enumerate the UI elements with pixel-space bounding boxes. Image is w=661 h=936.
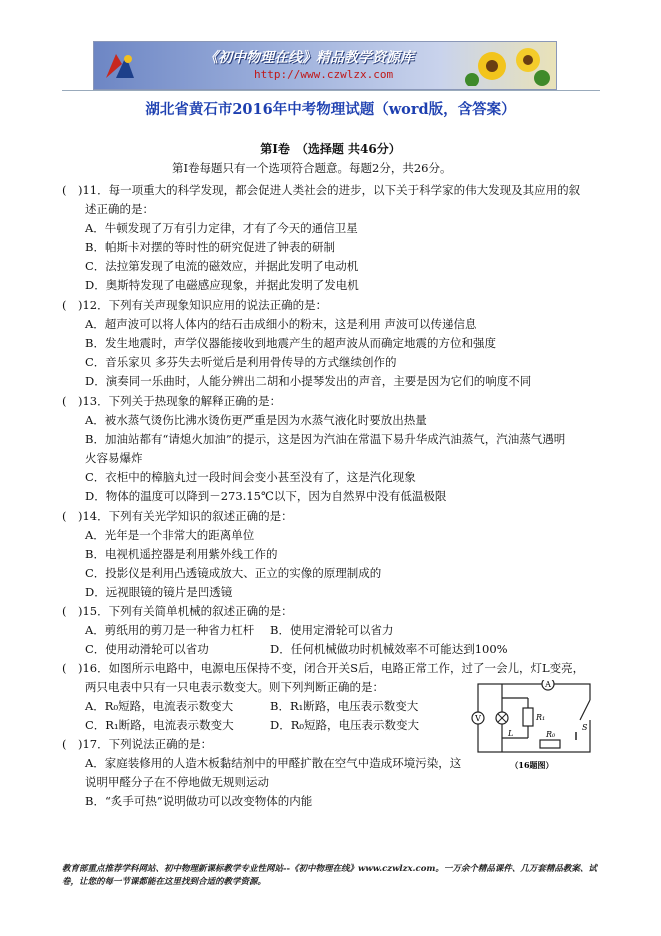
question-13-option-c: C．衣柜中的樟脑丸过一段时间会变小甚至没有了，这是汽化现象 — [85, 470, 416, 484]
logo-icon — [102, 50, 138, 82]
question-12-option-a: A．超声波可以将人体内的结石击成细小的粉末，这是利用 声波可以传递信息 — [85, 317, 477, 331]
question-16-option-a: A．R₀短路，电流表示数变大 — [85, 699, 234, 713]
question-13-option-d: D．物体的温度可以降到－273.15℃以下，因为自然界中没有低温极限 — [85, 489, 447, 503]
question-11-stem: ( )11．每一项重大的科学发现，都会促进人类社会的进步，以下关于科学家的伟大发现及其应用的叙 — [62, 183, 581, 197]
banner-title: 《初中物理在线》精品教学资源库 — [204, 50, 414, 66]
page-footer: 教育部重点推荐学科网站、初中物理新课标教学专业性网站--《初中物理在线》www.czwlzx.com。一万余个精品课件、几万套精品教案、试卷，让您的每一节课都能在这里找到合适的教学资源。 — [62, 864, 597, 887]
question-11-option-b: B．帕斯卡对摆的等时性的研究促进了钟表的研制 — [85, 240, 335, 254]
question-16-option-d: D．R₀短路，电压表示数变大 — [270, 718, 419, 732]
header-divider — [62, 90, 600, 91]
circuit-label-r1: R₁ — [536, 713, 546, 722]
question-14-option-a: A．光年是一个非常大的距离单位 — [85, 528, 255, 542]
circuit-label-ammeter: A — [545, 680, 551, 689]
question-11-option-c: C．法拉第发现了电流的磁效应，并据此发明了电动机 — [85, 259, 359, 273]
question-13-option-b-cont: 火容易爆炸 — [85, 451, 143, 465]
question-11-stem-cont: 述正确的是： — [85, 202, 154, 216]
question-16-option-b: B．R₁断路，电压表示数变大 — [270, 699, 419, 713]
question-17-option-a: A．家庭装修用的人造木板黏结剂中的甲醛扩散在空气中造成环境污染，这 — [85, 756, 462, 770]
question-17-stem: ( )17．下列说法正确的是： — [62, 737, 213, 751]
question-13-stem: ( )13．下列关于热现象的解释正确的是： — [62, 394, 282, 408]
question-15-option-b: B．使用定滑轮可以省力 — [270, 623, 394, 637]
question-11-option-d: D．奥斯特发现了电磁感应现象，并据此发明了发电机 — [85, 278, 359, 292]
question-14-option-d: D．远视眼镜的镜片是凹透镜 — [85, 585, 233, 599]
circuit-label-r0: R₀ — [546, 730, 556, 739]
question-12-option-d: D．演奏同一乐曲时，人能分辨出二胡和小提琴发出的声音，主要是因为它们的响度不同 — [85, 374, 532, 388]
question-15-option-c: C．使用动滑轮可以省功 — [85, 642, 209, 656]
question-14-option-c: C．投影仪是利用凸透镜成放大、正立的实像的原理制成的 — [85, 566, 382, 580]
question-12-option-b: B．发生地震时，声学仪器能接收到地震产生的超声波从而确定地震的方位和强度 — [85, 336, 496, 350]
question-15-option-d: D．任何机械做功时机械效率不可能达到100% — [270, 642, 508, 656]
question-12-stem: ( )12．下列有关声现象知识应用的说法正确的是： — [62, 298, 328, 312]
question-11-option-a: A．牛顿发现了万有引力定律，才有了今天的通信卫星 — [85, 221, 358, 235]
circuit-diagram — [470, 680, 600, 772]
question-14-stem: ( )14．下列有关光学知识的叙述正确的是： — [62, 509, 293, 523]
question-15-stem: ( )15．下列有关简单机械的叙述正确的是： — [62, 604, 293, 618]
header-banner — [93, 41, 557, 90]
question-15-option-a: A．剪纸用的剪刀是一种省力杠杆 — [85, 623, 255, 637]
circuit-label-switch: S — [582, 723, 588, 732]
sunflower-icon — [462, 44, 552, 86]
question-17-option-a-cont: 说明甲醛分子在不停地做无规则运动 — [85, 775, 269, 789]
circuit-caption: （16题图） — [510, 760, 554, 770]
question-16-stem: ( )16．如图所示电路中，电源电压保持不变，闭合开关S后，电路正常工作，过了一会儿，灯L变亮， — [62, 661, 585, 675]
question-16-stem-cont: 两只电表中只有一只电表示数变大。则下列判断正确的是： — [85, 680, 384, 694]
section-heading: 第Ⅰ卷 （选择题 共46分） — [260, 142, 401, 156]
question-14-option-b: B．电视机遥控器是利用紫外线工作的 — [85, 547, 278, 561]
circuit-label-lamp: L — [508, 729, 514, 738]
page-title: 湖北省黄石市2016年中考物理试题（word版，含答案） — [145, 101, 516, 118]
question-13-option-a: A．被水蒸气烫伤比沸水烫伤更严重是因为水蒸气液化时要放出热量 — [85, 413, 427, 427]
question-16-option-c: C．R₁断路，电流表示数变大 — [85, 718, 234, 732]
section-instruction: 第Ⅰ卷每题只有一个选项符合题意。每题2分，共26分。 — [172, 161, 452, 175]
question-17-option-b: B．“炙手可热”说明做功可以改变物体的内能 — [85, 794, 313, 808]
circuit-label-voltmeter: V — [475, 714, 481, 723]
question-12-option-c: C．音乐家贝 多芬失去听觉后是利用骨传导的方式继续创作的 — [85, 355, 397, 369]
question-13-option-b: B．加油站都有“请熄火加油”的提示，这是因为汽油在常温下易升华成汽油蒸气，汽油蒸气遇明 — [85, 432, 566, 446]
banner-url[interactable]: http://www.czwlzx.com — [254, 68, 394, 81]
